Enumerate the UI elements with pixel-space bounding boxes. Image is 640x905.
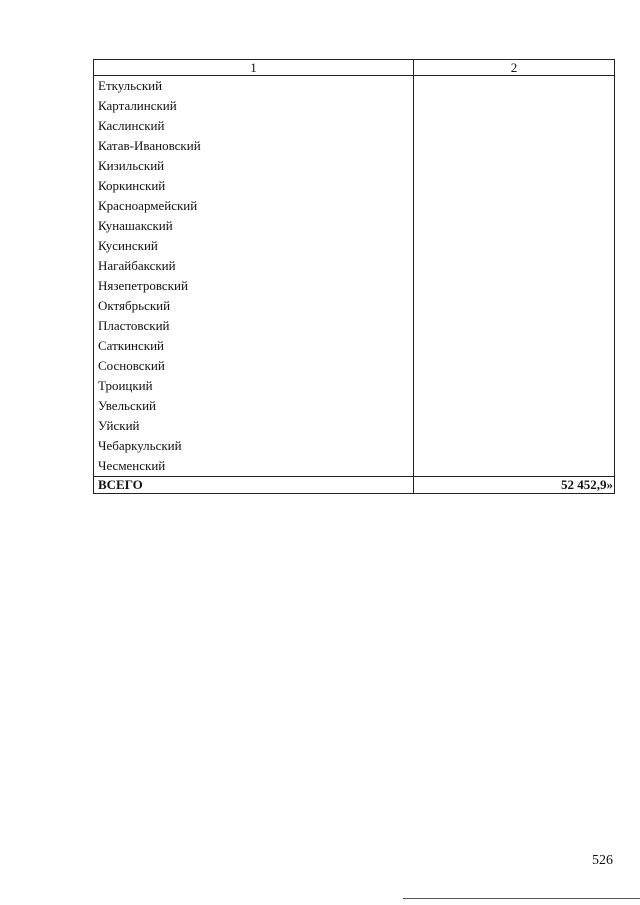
- district-name: Еткульский: [94, 76, 414, 97]
- district-name: Нагайбакский: [94, 256, 414, 276]
- district-value: [414, 136, 615, 156]
- district-value: [414, 436, 615, 456]
- table-row: [94, 196, 615, 216]
- district-value: [414, 196, 615, 216]
- table-row: [94, 116, 615, 136]
- district-name: Уйский: [94, 416, 414, 436]
- column-header-2: 2: [414, 60, 615, 76]
- district-value: [414, 216, 615, 236]
- table-row: [94, 136, 615, 156]
- column-header-1: 1: [94, 60, 414, 76]
- table-row: [94, 96, 615, 116]
- table-row: [94, 356, 615, 376]
- table-row: [94, 76, 615, 97]
- district-value: [414, 116, 615, 136]
- district-value: [414, 76, 615, 97]
- district-value: [414, 296, 615, 316]
- total-value: 52 452,9»: [414, 477, 615, 494]
- table-header-row: [94, 60, 615, 76]
- bottom-divider: [403, 898, 640, 899]
- district-value: [414, 396, 615, 416]
- table-row: [94, 396, 615, 416]
- table-row: [94, 376, 615, 396]
- district-name: Сосновский: [94, 356, 414, 376]
- districts-table: [93, 59, 615, 494]
- district-name: Октябрьский: [94, 296, 414, 316]
- district-value: [414, 256, 615, 276]
- district-name: Пластовский: [94, 316, 414, 336]
- district-name: Саткинский: [94, 336, 414, 356]
- district-value: [414, 416, 615, 436]
- total-row: [94, 477, 615, 494]
- table-row: [94, 236, 615, 256]
- district-name: Коркинский: [94, 176, 414, 196]
- district-name: Кусинский: [94, 236, 414, 256]
- district-value: [414, 336, 615, 356]
- district-name: Кунашакский: [94, 216, 414, 236]
- district-value: [414, 96, 615, 116]
- district-value: [414, 276, 615, 296]
- page-number: 526: [592, 853, 613, 868]
- table-row: [94, 456, 615, 477]
- district-name: Катав-Ивановский: [94, 136, 414, 156]
- total-label: ВСЕГО: [94, 477, 414, 494]
- table-row: [94, 416, 615, 436]
- table-row: [94, 156, 615, 176]
- table-row: [94, 256, 615, 276]
- district-value: [414, 376, 615, 396]
- district-name: Увельский: [94, 396, 414, 416]
- district-value: [414, 176, 615, 196]
- district-name: Нязепетровский: [94, 276, 414, 296]
- district-name: Каслинский: [94, 116, 414, 136]
- table-row: [94, 276, 615, 296]
- table-row: [94, 176, 615, 196]
- district-name: Троицкий: [94, 376, 414, 396]
- table-row: [94, 216, 615, 236]
- table-row: [94, 336, 615, 356]
- table-row: [94, 316, 615, 336]
- district-name: Чебаркульский: [94, 436, 414, 456]
- district-name: Кизильский: [94, 156, 414, 176]
- district-name: Красноармейский: [94, 196, 414, 216]
- table-row: [94, 436, 615, 456]
- district-value: [414, 156, 615, 176]
- district-value: [414, 236, 615, 256]
- district-value: [414, 456, 615, 477]
- district-value: [414, 316, 615, 336]
- district-name: Чесменский: [94, 456, 414, 477]
- district-name: Карталинский: [94, 96, 414, 116]
- table-row: [94, 296, 615, 316]
- district-value: [414, 356, 615, 376]
